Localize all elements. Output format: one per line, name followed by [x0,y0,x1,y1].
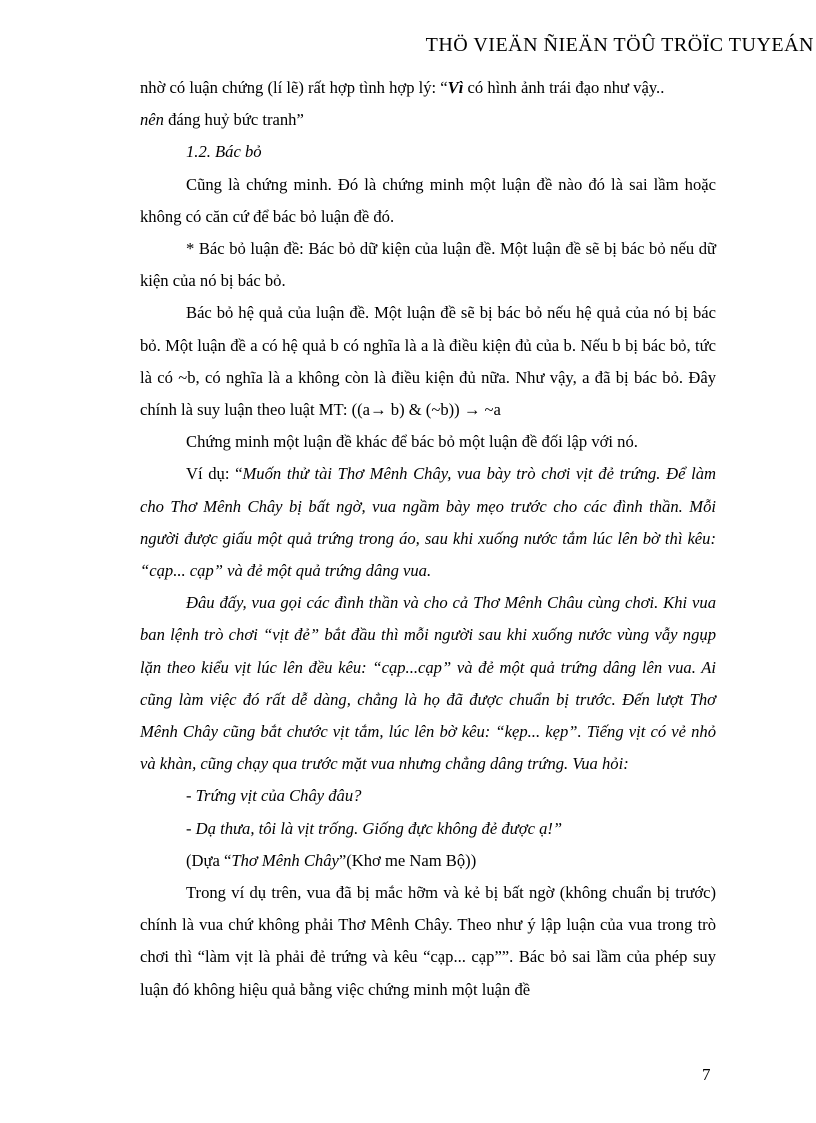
example-quote: Muốn thử tài Thơ Mênh Chây, vua bày trò chơi vịt đẻ trứng. Để làm cho Thơ Mênh Chây bị bất ngờ, vua ngầm bày mẹo trước cho các đình thần. Mỗi người được giấu một quả trứng trong áo, sau khi xuống nước tắm lúc lên bờ thì kêu: “cạp... cạp” và đẻ một quả trứng dâng vua. [140,464,716,581]
paragraph-refute-consequence: Bác bỏ hệ quả của luận đề. Một luận đề sẽ bị bác bỏ nếu hệ quả của nó bị bác bỏ. Một luận đề a có hệ quả b có nghĩa là a là điều kiện đủ của b. Nếu b bị bác bỏ, tức là có ~b, có nghĩa là a không còn là điều kiện đủ nữa. Như vậy, a đã bị bác bỏ. Đây chính là suy luận theo luật MT: ((a→ b) & (~b)) → ~a [140,303,716,420]
text-span: Ví dụ: “ [186,464,243,484]
paragraph-definition: Cũng là chứng minh. Đó là chứng minh một luận đề nào đó là sai lầm hoặc không có căn cứ để bác bỏ luận đề đó. [140,174,716,226]
dialogue-line-chay: - Dạ thưa, tôi là vịt trống. Giống đực không đẻ được ạ!” [186,818,563,838]
emphasis-vi: Vì [447,78,464,97]
paragraph-example-intro [140,458,716,587]
dialogue-line-king: - Trứng vịt của Chây đâu? [186,786,362,806]
section-heading: 1.2. Bác bỏ [186,142,262,162]
text-span: nhờ có luận chứng (lí lẽ) rất hợp tình hợp lý: “ [140,78,448,97]
text-span: đáng huỷ bức tranh” [163,110,304,130]
paragraph-example-story: Đâu đấy, vua gọi các đình thần và cho cả Thơ Mênh Châu cùng chơi. Khi vua ban lệnh trò chơi “vịt đẻ” bắt đầu thì mỗi người sau khi xuống nước vùng vẫy ngụp lặn theo kiểu vịt lúc lên đều kêu: “cạp...cạp” và đẻ một quả trứng dâng lên vua. Ai cũng làm việc đó rất dễ dàng, chẳng là họ đã được chuẩn bị trước. Đến lượt Thơ Mênh Chây cũng bắt chước vịt tắm, lúc lên bờ kêu: “kẹp... kẹp”. Tiếng vịt có vẻ nhỏ và khàn, cũng chạy qua trước mặt vua nhưng chẳng dâng trứng. Vua hỏi: [140,593,716,774]
source-citation [140,845,716,877]
text-span: (Dựa “ [186,850,232,870]
text-span: ”(Khơ me Nam Bộ)) [338,850,477,870]
emphasis-nen: nên [140,110,164,130]
citation-title: Thơ Mênh Chây [231,850,339,870]
page-number: 7 [702,1065,711,1084]
paragraph-refute-premise: * Bác bỏ luận đề: Bác bỏ dữ kiện của luận đề. Một luận đề sẽ bị bác bỏ nếu dữ kiện của nó bị bác bỏ. [140,239,716,291]
document-body [140,72,716,1006]
text-span: có hình ảnh trái đạo như vậy.. [463,78,665,97]
paragraph-conclusion [140,72,716,136]
page-header: THÖ VIEÄN ÑIEÄN TÖÛ TRÖÏC TUYEÁN [425,34,814,56]
paragraph-analysis: Trong ví dụ trên, vua đã bị mắc hỡm và kẻ bị bất ngờ (không chuẩn bị trước) chính là vua chứ không phải Thơ Mênh Chây. Theo như ý lập luận của vua trong trò chơi thì “làm vịt là phải đẻ trứng và kêu “cạp... cạp””. Bác bỏ sai lầm của phép suy luận đó không hiệu quả bằng việc chứng minh một luận đề [140,883,716,999]
paragraph-counter-thesis: Chứng minh một luận đề khác để bác bỏ một luận đề đối lập với nó. [186,432,638,452]
